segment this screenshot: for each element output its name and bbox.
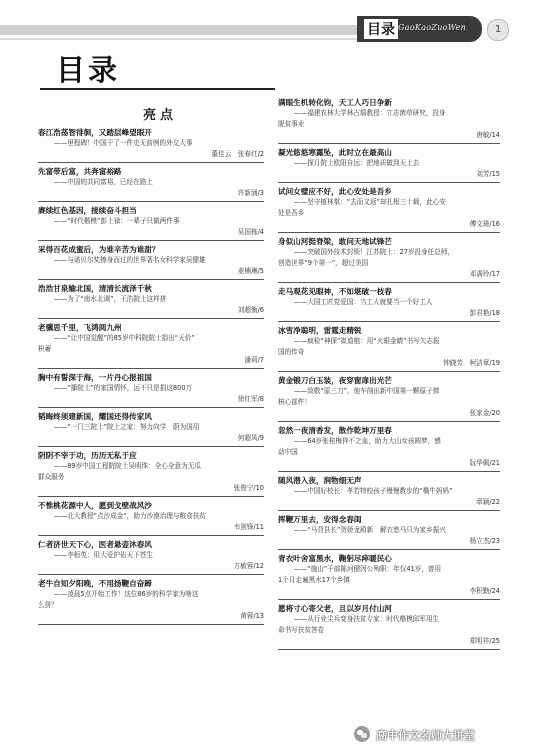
entry-divider (38, 535, 264, 536)
header-stripe-thin (0, 38, 357, 40)
toc-entry[interactable] (278, 187, 500, 233)
entry-title: 冰雪净聪明，雷霆走精锐 (278, 326, 362, 335)
entry-divider (278, 232, 500, 233)
entry-subtitle-line: ——“播院士”的家国情怀，远不只是捐这800万 (54, 384, 193, 392)
page-number-badge: 1 (487, 19, 509, 41)
entry-subtitle-line: ——89岁中国工程院院士吴明珠：全心全意为无瓜 (54, 462, 201, 470)
entry-divider (278, 421, 500, 422)
entry-author-page: 李积勤/24 (469, 587, 500, 595)
entry-divider (278, 649, 500, 650)
entry-subtitle-line: ——为了“南水北调”，王浩院士这样拼 (54, 295, 167, 303)
entry-title: 老牛自知夕阳晚，不用扬鞭自奋蹄 (38, 579, 152, 588)
toc-entry[interactable] (38, 206, 264, 241)
toc-entry[interactable] (278, 287, 500, 322)
entry-subtitle-line: ——凌晨5点开始工作！这位86岁的科学家为啥这 (54, 590, 199, 598)
header-section-title: 目录 (364, 19, 398, 39)
entry-author-page: 钟晓芳 柯洁章/19 (443, 359, 500, 367)
entry-divider (278, 182, 500, 183)
entry-divider (278, 510, 500, 511)
entry-subtitle-line: ——64岁张桂梅猝不之血，助力大山女孩圆梦，感 (294, 437, 441, 445)
entry-author-page: 彭君艳/18 (469, 309, 500, 317)
entry-subtitle-line: 动中国 (278, 448, 298, 456)
entry-subtitle-line: ——与诺贝尔奖擦身而过的世界著名女科学家吴健雄 (54, 256, 206, 264)
entry-author-page: 许新涵/3 (237, 189, 264, 197)
toc-entry[interactable] (278, 554, 500, 600)
entry-title: 浩浩甘泉输北国，清清长流泽千秋 (38, 284, 152, 293)
entry-author-page: 麦楠琳/5 (237, 267, 264, 275)
entry-subtitle-line: 积蓄 (38, 345, 52, 353)
toc-entry[interactable] (38, 373, 264, 408)
toc-entry[interactable] (38, 128, 264, 163)
entry-subtitle-line: 1个月走遍黑水17个乡镇 (278, 576, 350, 584)
toc-entry[interactable] (278, 515, 500, 550)
entry-title: 挥鞭万里去，安得念春闺 (278, 515, 362, 524)
toc-entry[interactable] (38, 451, 264, 497)
entry-divider (38, 162, 264, 163)
entry-subtitle-line: ——福建农林大学林占熺教授：立志菌草研究，投身 (294, 109, 446, 117)
entry-divider (38, 368, 264, 369)
entry-title: 不惟桃花源中人，愿到戈壁战风沙 (38, 501, 152, 510)
entry-author-page: 吴国栋/4 (237, 228, 264, 236)
entry-divider (38, 240, 264, 241)
toc-entry[interactable] (38, 284, 264, 319)
entry-author-page: 邓满玲/17 (469, 270, 500, 278)
entry-divider (38, 496, 264, 497)
entry-subtitle-line: ——中国的共同富裕，已经在路上 (54, 178, 153, 186)
entry-subtitle-line: ——“马背县长”贺娇龙殿新 解衣愁马只为家乡振兴 (294, 526, 446, 534)
entry-subtitle-line: ——中国好校长：孝若特校孩子慢慢教步的“椭牛妈妈” (294, 487, 453, 495)
entry-title: 黄金锻刀白玉装，夜穿窗扉出光芒 (278, 376, 392, 385)
toc-entry[interactable] (278, 476, 500, 511)
entry-author-page: 郑明祥/25 (469, 637, 500, 645)
entry-subtitle-line: 核心部件！ (278, 398, 311, 406)
entry-author-page: 张家金/20 (469, 409, 500, 417)
entry-subtitle-line: ——疯检“神探”崔道植：用“火眼金睛”书写矢志报 (294, 337, 440, 345)
entry-title: 赓续红色基因，接续奋斗担当 (38, 206, 137, 215)
toc-entry[interactable] (278, 604, 500, 650)
entry-title: 韬晦终须建新国，耀国还得传家风 (38, 412, 152, 421)
entry-subtitle-line: 么拼？ (38, 601, 58, 609)
entry-divider (278, 599, 500, 600)
entry-divider (38, 201, 264, 202)
entry-title: 老骥思千里，飞鸿阅九州 (38, 323, 122, 332)
entry-author-page: 张俊宁/10 (233, 484, 264, 492)
entry-author-page: 章颖/22 (476, 498, 500, 506)
toc-entry[interactable] (38, 167, 264, 202)
entry-subtitle-line: 国的传奇 (278, 348, 305, 356)
entry-title: 青衣叶舍富黑水，鞠躬尽瘁暖民心 (278, 554, 392, 563)
entry-title: 满眼生机转化钧，天工人巧日争新 (278, 98, 392, 107)
right-column (278, 98, 500, 654)
header-stripe (0, 25, 357, 35)
entry-divider (278, 321, 500, 322)
entry-title: 先富带后富，共奔富裕路 (38, 167, 122, 176)
entry-author-page: 韦剑锋/11 (233, 523, 264, 531)
entry-author-page: 刘芳/15 (476, 170, 500, 178)
entry-title: 身似山河挺脊梁，敢问天地试锋芒 (278, 237, 392, 246)
wechat-watermark (354, 724, 532, 744)
toc-entry[interactable] (38, 579, 264, 625)
entry-divider (278, 282, 500, 283)
entry-subtitle-line: ——“一门三院士”院士之家：努力向学 蔚为国用 (54, 423, 200, 431)
entry-author-page: 黄蓉/13 (240, 612, 264, 620)
entry-divider (278, 549, 500, 550)
entry-subtitle-line: ——从行业尖兵变身扶贫专家：时代楷模邱军用生 (294, 615, 440, 623)
title-divider (40, 88, 275, 90)
entry-author-page: 徐红军/8 (237, 395, 264, 403)
entry-author-page: 唐敏/14 (476, 131, 500, 139)
toc-entry[interactable] (38, 245, 264, 280)
toc-entry[interactable] (38, 540, 264, 575)
watermark-text: 高中作文名师大讲堂 (376, 729, 475, 742)
entry-author-page: 方敏蓉/12 (233, 562, 264, 570)
entry-subtitle-line: 群众服务 (38, 473, 65, 481)
entry-title: 走马观花见眼神，不如堪破一枝春 (278, 287, 392, 296)
entry-author-page: 阮华佩/21 (469, 459, 500, 467)
entry-title: 仁者济世天下心，医者悬壶沐春风 (38, 540, 152, 549)
header-brand: GaoKaoZuoWen (398, 23, 467, 32)
entry-author-page: 董佳云 张春红/2 (211, 150, 264, 158)
toc-entry[interactable] (278, 326, 500, 372)
entry-subtitle-line: ——“时代楷模”彭士禄：一辈子只做两件事 (54, 217, 180, 225)
entry-author-page: 刘超衡/6 (237, 306, 264, 314)
page-title: 目录 (56, 53, 121, 87)
entry-subtitle-line: 创造世界“9个第一”，超过美国 (278, 259, 369, 267)
entry-title: 采得百花成蜜后，为谁辛苦为谁甜？ (38, 245, 160, 254)
header-bar (0, 16, 535, 46)
entry-subtitle-line: ——突破国外技术封锁！江苏院士：27岁投身任总师， (294, 248, 455, 256)
entry-title: 忽然一夜清香发，散作乾坤万里春 (278, 426, 392, 435)
toc-entry[interactable] (38, 323, 264, 369)
toc-entry[interactable] (38, 501, 264, 536)
entry-subtitle-line: ——李桓英：用大爱护佑天下苍生 (54, 551, 153, 559)
entry-title: 胸中有誓深于海，一片丹心报祖国 (38, 373, 152, 382)
entry-author-page: 傅文琦/16 (469, 220, 500, 228)
section-heading: 亮点 (142, 108, 177, 123)
entry-subtitle-line: ——“让中国觉醒”的85岁中科院院士捐出“天价” (54, 334, 195, 342)
toc-entry[interactable] (278, 98, 500, 144)
entry-title: 愿将寸心寄父老，且以岁月付山河 (278, 604, 392, 613)
entry-subtitle-line: 处是吾乡 (278, 209, 305, 217)
entry-divider (278, 143, 500, 144)
entry-subtitle-line: ——“施山”干部陈河健因公殉职：年仅41岁，曾用 (294, 565, 442, 573)
toc-entry[interactable] (38, 412, 264, 447)
toc-entry[interactable] (278, 237, 500, 283)
toc-entry[interactable] (278, 426, 500, 472)
entry-title: 春江浩荡智徘徊，又踏层峰望眼开 (38, 128, 152, 137)
entry-divider (38, 407, 264, 408)
left-column (38, 128, 264, 629)
entry-author-page: 潘莉/7 (244, 356, 264, 364)
entry-subtitle-line: ——里程碑！中国干了一件史无前例的外交大事 (54, 139, 193, 147)
entry-divider (38, 624, 264, 625)
wechat-icon (354, 726, 370, 742)
entry-divider (38, 318, 264, 319)
entry-author-page: 杨立杰/23 (469, 537, 500, 545)
entry-subtitle-line: 脱贫事业 (278, 120, 305, 128)
entry-title: 试问女璧应不好，此心安处是吾乡 (278, 187, 392, 196)
entry-divider (278, 371, 500, 372)
entry-subtitle-line: ——致敬“原三刀”，他车削出新中国第一颗原子弹 (294, 387, 440, 395)
entry-title: 随风潜入夜，润物细无声 (278, 476, 362, 485)
entry-author-page: 何超凤/9 (237, 434, 264, 442)
toc-entry[interactable] (278, 376, 500, 422)
entry-subtitle-line: ——北大教授“点沙成金”，助力沙漠治理与粮食扶贫 (54, 512, 206, 520)
entry-subtitle-line: 命书写扶贫答卷 (278, 626, 325, 634)
entry-subtitle-line: ——坚守植林棠：“去而又返”却扎根三十载，此心安 (294, 198, 446, 206)
entry-divider (38, 446, 264, 447)
entry-subtitle-line: ——探月院士欧阳自远：把地质做到天上去 (294, 159, 420, 167)
entry-divider (38, 574, 264, 575)
entry-title: 阴阴不宰于功，历历无私于应 (38, 451, 137, 460)
entry-divider (278, 471, 500, 472)
entry-subtitle-line: ——大国工匠党爱国：当工人就要当一个好工人 (294, 298, 433, 306)
entry-divider (38, 279, 264, 280)
toc-entry[interactable] (278, 148, 500, 183)
entry-title: 凝光悠悠寒露坠，此时立在最高山 (278, 148, 392, 157)
